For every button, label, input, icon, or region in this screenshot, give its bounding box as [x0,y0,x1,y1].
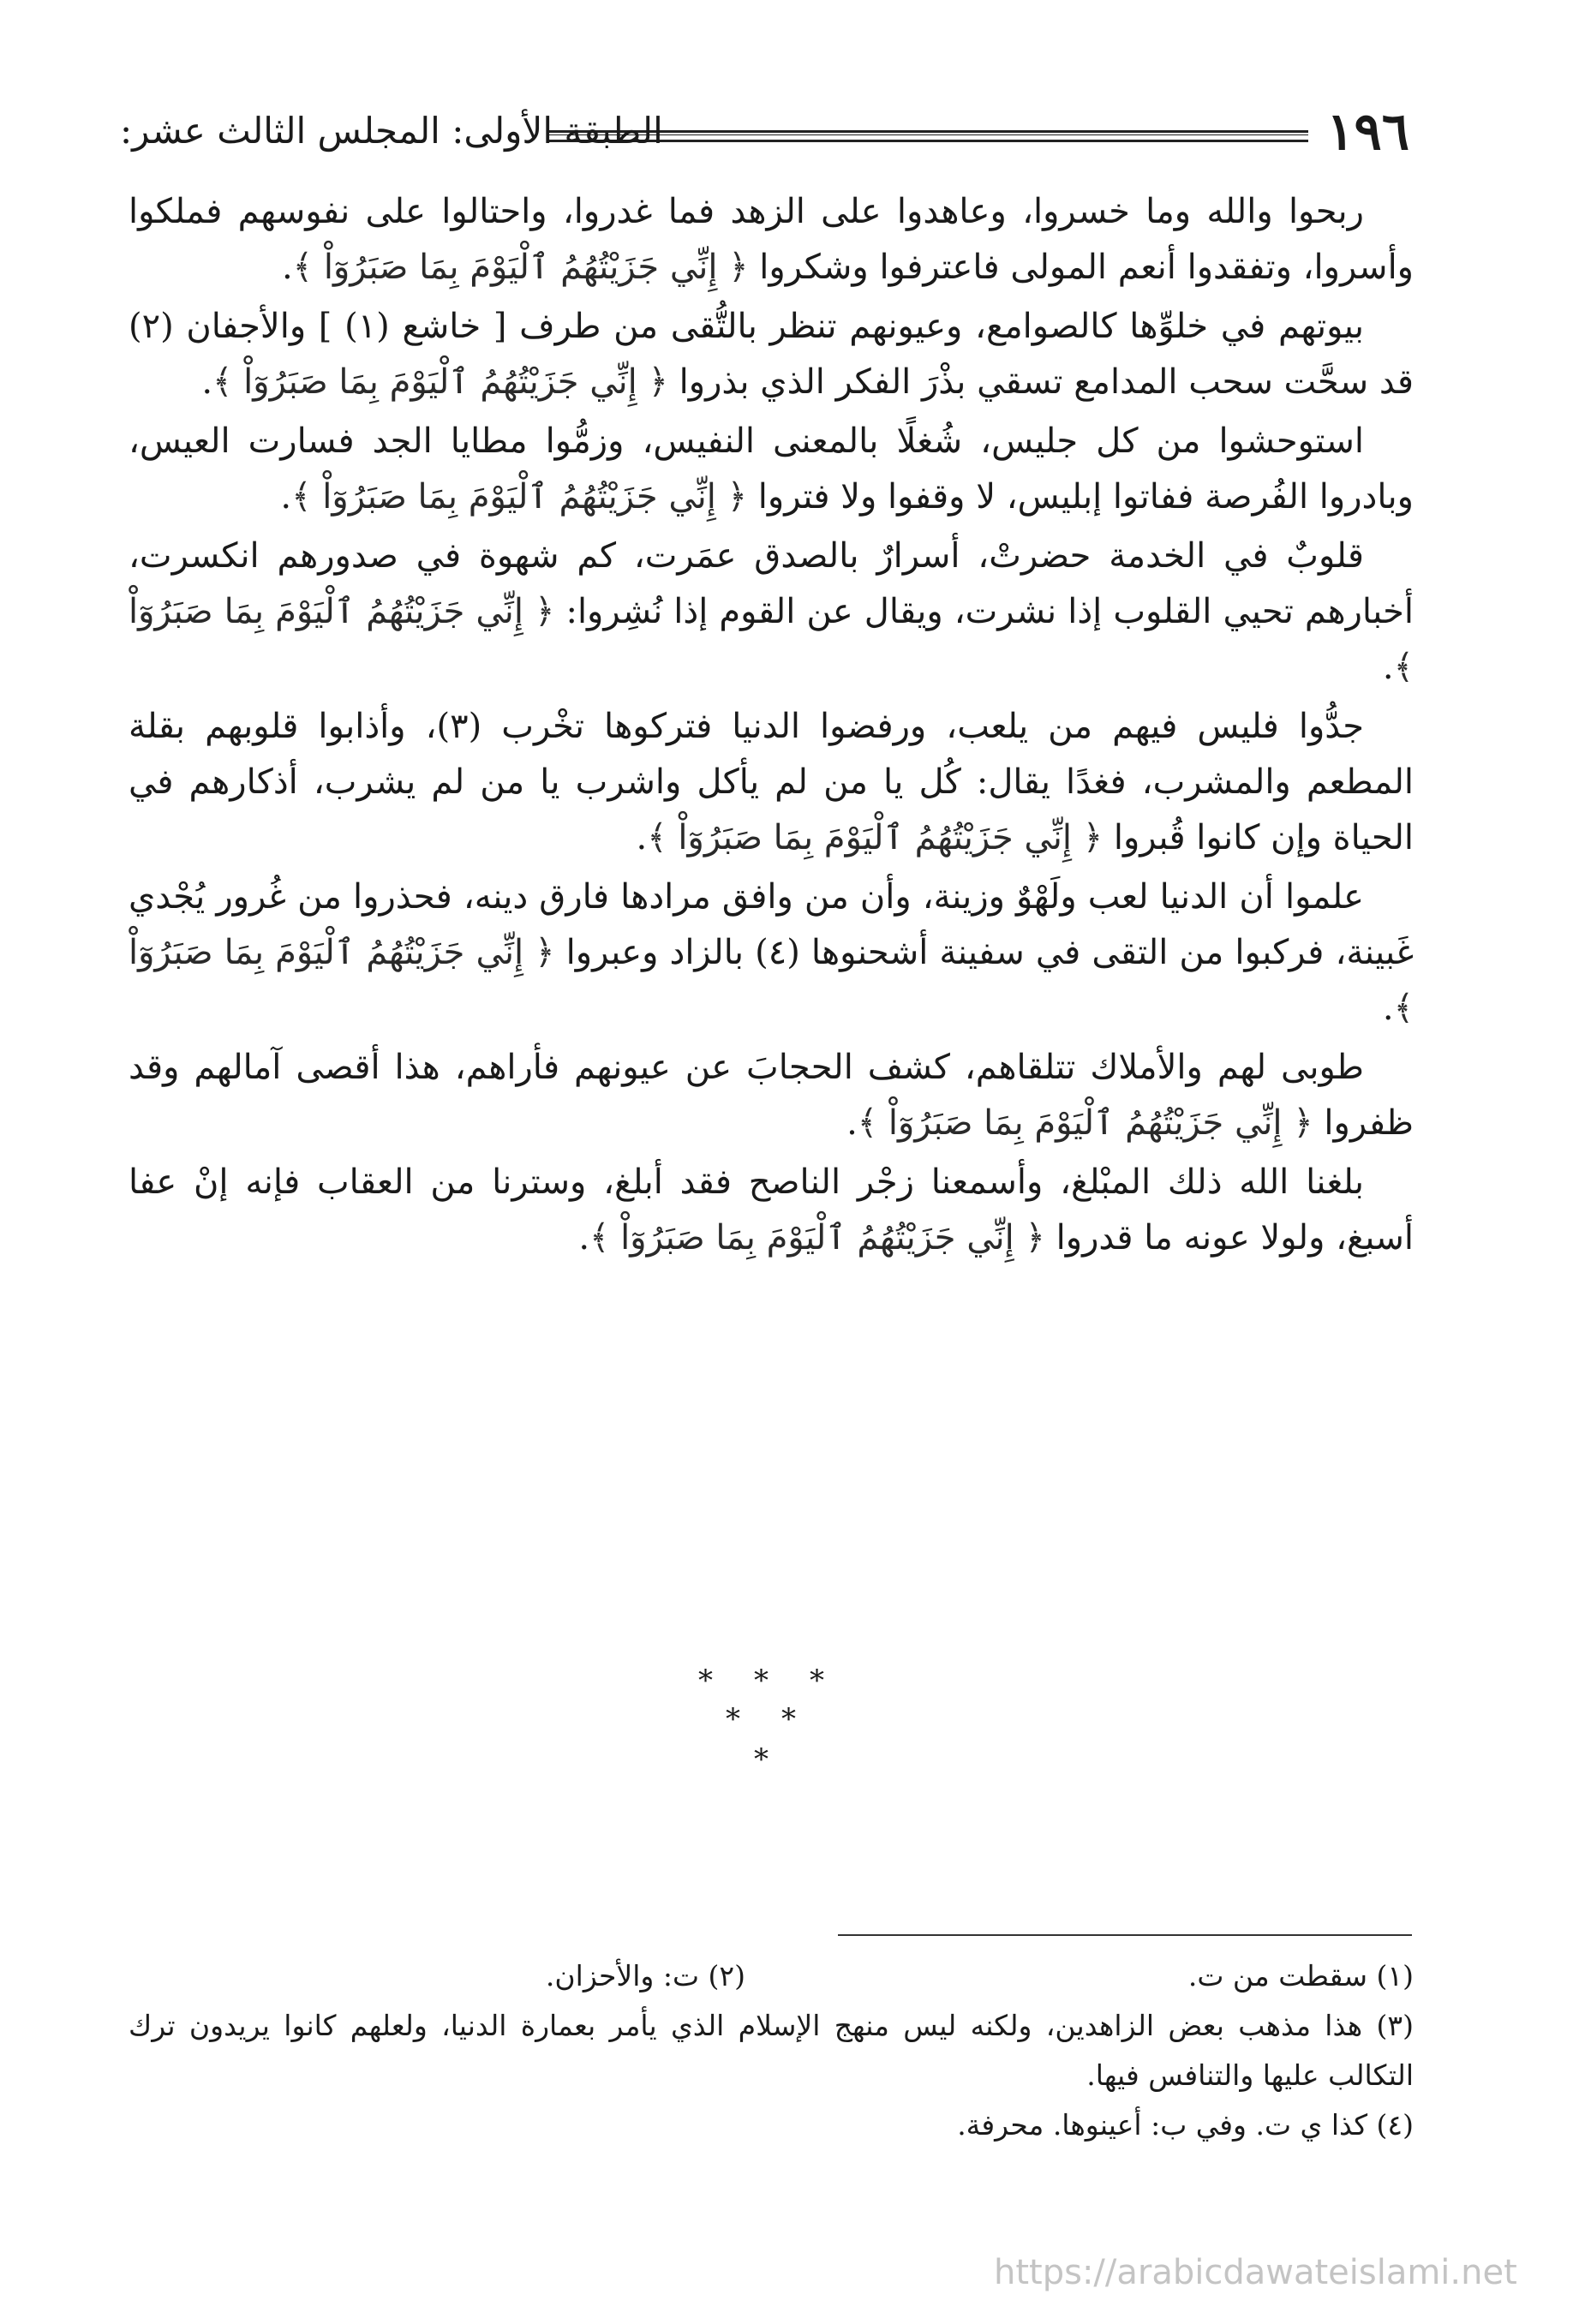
quran-verse: ﴿ إِنِّي جَزَيْتُهُمُ ٱلْيَوْمَ بِمَا صَبَرُوٓاْ ﴾ [589,1218,1045,1258]
separator-star: * [726,1702,740,1736]
watermark-url: https://arabicdawateislami.net [994,2253,1517,2292]
footnotes [129,1951,1414,2150]
paragraph: طوبى لهم والأملاك تتلقاهم، كشف الحجابَ عن عيونهم فأراهم، هذا أقصى آمالهم وقد ظفروا ﴿ إِنِّي جَزَيْتُهُمُ ٱلْيَوْمَ بِمَا صَبَرُوٓاْ ﴾. [129,1048,1414,1143]
separator-star: * [754,1664,769,1698]
footnote-2: (٢) ت: والأحزان. [545,1959,745,1992]
quran-verse: ﴿ إِنِّي جَزَيْتُهُمُ ٱلْيَوْمَ بِمَا صَبَرُوٓاْ ﴾ [292,248,749,287]
page-number: ١٩٦ [1326,102,1409,162]
footnote-rule [838,1934,1412,1936]
footnote-3: (٣) هذا مذهب بعض الزاهدين، ولكنه ليس منهج الإسلام الذي يأمر بعمارة الدنيا، ولعلهم كانوا يريدون ترك التكالب عليها والتنافس فيها. [129,2009,1414,2092]
separator-star: * [810,1664,824,1698]
quran-verse: ﴿ إِنِّي جَزَيْتُهُمُ ٱلْيَوْمَ بِمَا صَبَرُوٓاْ ﴾ [129,592,1414,687]
separator-star: * [754,1742,769,1777]
section-separator [651,1666,848,1786]
paragraph: استوحشوا من كل جليس، شُغلًا بالمعنى النفيس، وزمُّوا مطايا الجد فسارت العيس، وبادروا الفُرصة ففاتوا إبليس، لا وقفوا ولا فتروا ﴿ إِنِّي جَزَيْتُهُمُ ٱلْيَوْمَ بِمَا صَبَرُوٓاْ ﴾. [129,421,1414,517]
footnote-4: (٤) كذا ي ت. وفي ب: أعينوها. محرفة. [957,2108,1414,2142]
paragraph: علموا أن الدنيا لعب ولَهْوٌ وزينة، وأن من وافق مرادها فارق دينه، فحذروا من غُرور يُجْدي غَبينة، فركبوا من التقى في سفينة أشحنوها (٤) بالزاد وعبروا ﴿ إِنِّي جَزَيْتُهُمُ ٱلْيَوْمَ بِمَا صَبَرُوٓاْ ﴾. [129,877,1414,1028]
paragraph: بلغنا الله ذلك المبْلغ، وأسمعنا زجْر الناصح فقد أبلغ، وسترنا من العقاب فإنه إنْ عفا أسبغ، ولولا عونه ما قدروا ﴿ إِنِّي جَزَيْتُهُمُ ٱلْيَوْمَ بِمَا صَبَرُوٓاْ ﴾. [129,1162,1414,1258]
body-text [129,184,1414,1270]
paragraph: ربحوا والله وما خسروا، وعاهدوا على الزهد فما غدروا، واحتالوا على نفوسهم فملكوا وأسروا، وتفقدوا أنعم المولى فاعترفوا وشكروا ﴿ إِنِّي جَزَيْتُهُمُ ٱلْيَوْمَ بِمَا صَبَرُوٓاْ ﴾. [129,192,1414,287]
separator-star: * [698,1664,713,1698]
running-title: الطبقة الأولى: المجلس الثالث عشر: [120,110,663,152]
paragraph: قلوبٌ في الخدمة حضرتْ، أسرارٌ بالصدق عمَرت، كم شهوة في صدورهم انكسرت، أخبارهم تحيي القلوب إذا نشرت، ويقال عن القوم إذا نُشِروا: ﴿ إِنِّي جَزَيْتُهُمُ ٱلْيَوْمَ بِمَا صَبَرُوٓاْ ﴾. [129,536,1415,687]
quran-verse: ﴿ إِنِّي جَزَيْتُهُمُ ٱلْيَوْمَ بِمَا صَبَرُوٓاْ ﴾ [212,362,668,402]
quran-verse: ﴿ إِنِّي جَزَيْتُهُمُ ٱلْيَوْمَ بِمَا صَبَرُوٓاْ ﴾ [647,818,1104,857]
paragraph: بيوتهم في خلوِّها كالصوامع، وعيونهم تنظر بالتُّقى من طرف [ خاشع (١) ] والأجفان (٢) قد سحَّت سحب المدامع تسقي بذْرَ الفكر الذي بذروا ﴿ إِنِّي جَزَيْتُهُمُ ٱلْيَوْمَ بِمَا صَبَرُوٓاْ ﴾. [129,307,1414,402]
separator-star: * [781,1702,796,1736]
footnote-1: (١) سقطت من ت. [1187,1959,1414,1992]
quran-verse: ﴿ إِنِّي جَزَيْتُهُمُ ٱلْيَوْمَ بِمَا صَبَرُوٓاْ ﴾ [857,1103,1313,1143]
paragraph: جدُّوا فليس فيهم من يلعب، ورفضوا الدنيا فتركوها تخْرب (٣)، وأذابوا قلوبهم بقلة المطعم والمشرب، فغدًا يقال: كُل يا من لم يأكل واشرب يا من لم يشرب، أذكارهم في الحياة وإن كانوا قُبروا ﴿ إِنِّي جَزَيْتُهُمُ ٱلْيَوْمَ بِمَا صَبَرُوٓاْ ﴾. [129,707,1414,857]
page-header [120,101,1409,170]
footnote-row [129,1951,1414,2001]
quran-verse: ﴿ إِنِّي جَزَيْتُهُمُ ٱلْيَوْمَ بِمَا صَبَرُوٓاْ ﴾ [129,933,1414,1028]
quran-verse: ﴿ إِنِّي جَزَيْتُهُمُ ٱلْيَوْمَ بِمَا صَبَرُوٓاْ ﴾ [291,477,748,517]
